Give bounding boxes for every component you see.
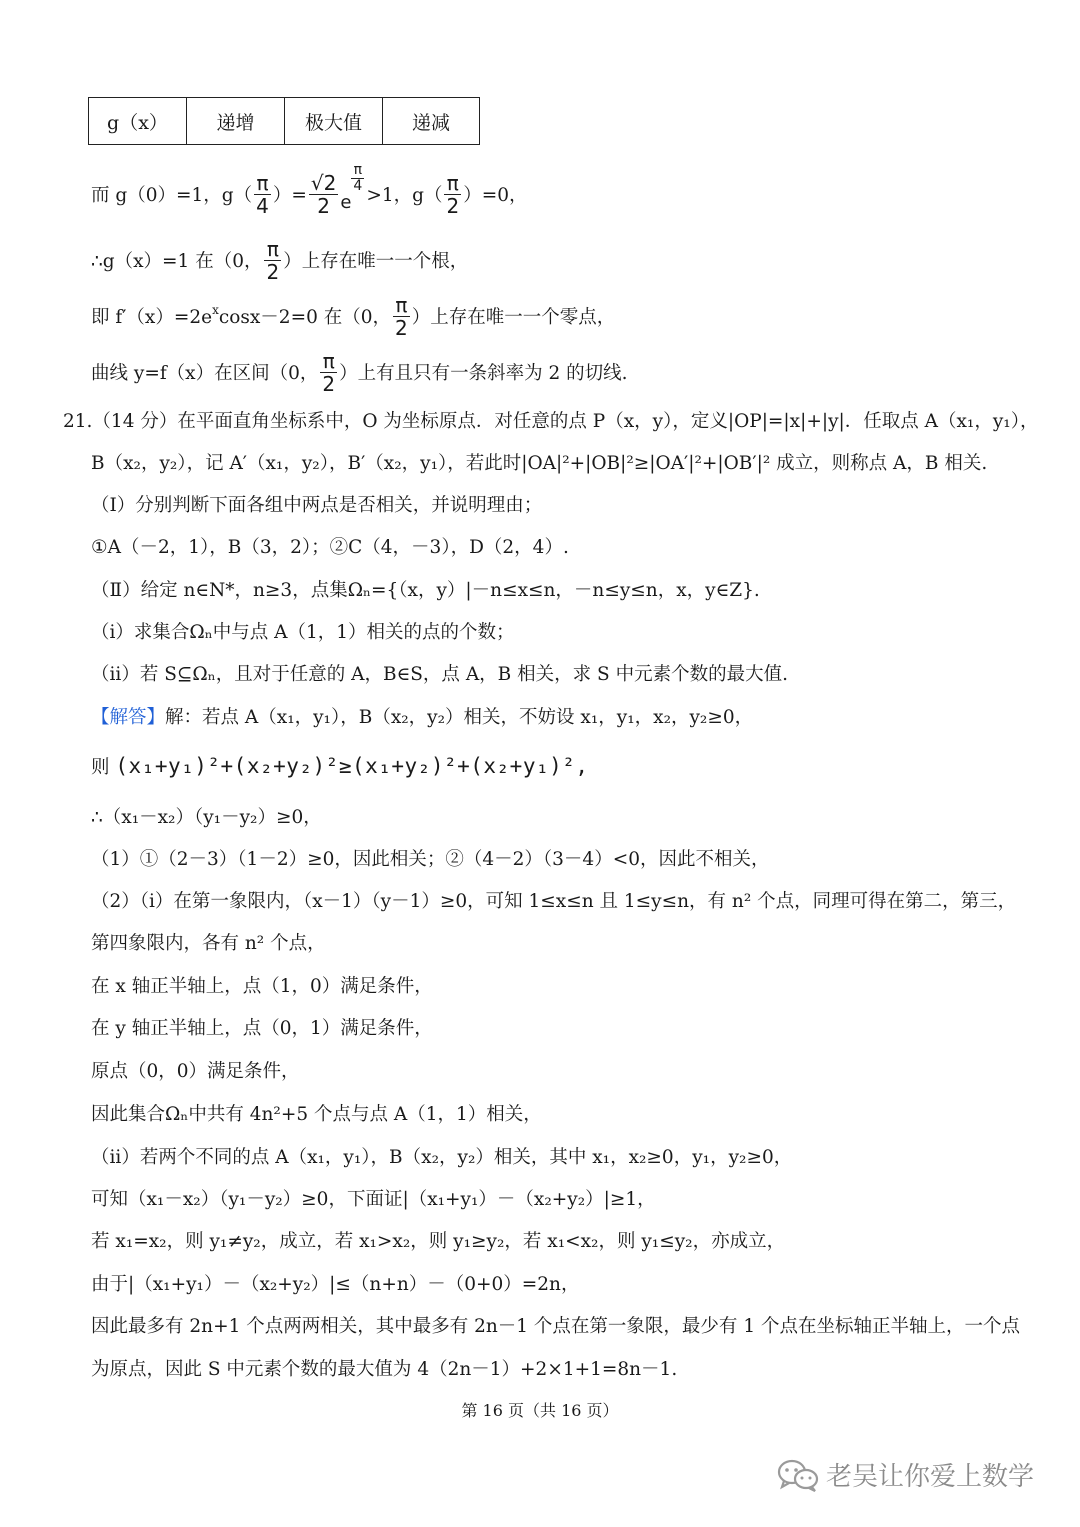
text-segment: ）上存在唯一一个根， [283, 251, 469, 272]
text-segment: >1，g（ [366, 185, 443, 206]
denominator: 4 [353, 177, 363, 194]
solution-line-4: （1）①（2－3）（1－2）≥0，因此相关；②（4－2）（3－4）<0，因此不相关， [91, 849, 770, 870]
solution-line-7: 在 x 轴正半轴上，点（1，0）满足条件， [91, 976, 433, 997]
denominator: 2 [446, 193, 460, 218]
text-segment: ）上有且只有一条斜率为 2 的切线. [339, 363, 628, 384]
problem-part-1: （Ⅰ）分别判断下面各组中两点是否相关，并说明理由； [91, 495, 543, 516]
solution-line-13: 若 x₁=x₂，则 y₁≠y₂，成立，若 x₁>x₂，则 y₁≥y₂，若 x₁<x₂，则 y₁≤y₂，亦成立， [91, 1231, 786, 1252]
text-segment: ）= [272, 185, 307, 206]
wechat-icon [776, 1458, 820, 1492]
problem-part-2: （Ⅱ）给定 n∈N*，n≥3，点集Ωₙ={（x，y）|－n≤x≤n，－n≤y≤n，x，y∈Z}. [91, 580, 760, 601]
problem-part-1-points: ①A（－2，1），B（3，2）；②C（4，－3），D（2，4）. [91, 537, 569, 558]
answer-tag: 【解答】 [91, 707, 166, 728]
text-segment: ∴g（x）=1 在（0， [91, 251, 263, 272]
solution-line-5: （2）（i）在第一象限内，（x－1）（y－1）≥0，可知 1≤x≤n 且 1≤y≤n，有 n² 个点，同理可得在第二，第三， [91, 891, 1017, 912]
solution-inequality [91, 756, 589, 778]
solution-line-6: 第四象限内，各有 n² 个点， [91, 933, 326, 954]
inequality-formula: (x₁+y₁)²+(x₂+y₂)²≥(x₁+y₂)²+(x₂+y₁)², [115, 754, 589, 778]
fraction-pi-over-2 [264, 238, 281, 283]
line-g-values [91, 161, 528, 218]
line-unique-root [91, 236, 468, 284]
fraction-pi-over-2 [320, 350, 337, 395]
solution-line-10: 因此集合Ωₙ中共有 4n²+5 个点与点 A（1，1）相关， [91, 1104, 542, 1125]
text-segment: 则 [91, 757, 116, 778]
table-cell-maximum: 极大值 [285, 98, 383, 145]
table-cell-increasing: 递增 [187, 98, 285, 145]
numerator: π [446, 170, 459, 195]
denominator: 2 [266, 259, 280, 284]
fraction-pi-over-2 [444, 172, 461, 217]
line-unique-zero [91, 292, 615, 340]
solution-line-9: 原点（0，0）满足条件， [91, 1061, 300, 1082]
solution-line-12: 可知（x₁－x₂）（y₁－y₂）≥0，下面证|（x₁+y₁）－（x₂+y₂）|≥1， [91, 1189, 656, 1210]
table-cell-decreasing: 递减 [383, 98, 480, 145]
solution-line-1 [91, 709, 753, 728]
text-segment: 而 g（0）=1，g（ [91, 185, 253, 206]
solution-line-11: （ii）若两个不同的点 A（x₁，y₁），B（x₂，y₂）相关，其中 x₁，x₂≥0，y₁，y₂≥0， [91, 1147, 793, 1168]
fraction-pi-over-2 [393, 294, 410, 339]
solution-line-3: ∴（x₁－x₂）（y₁－y₂）≥0， [91, 807, 322, 828]
solution-line-8: 在 y 轴正半轴上，点（0，1）满足条件， [91, 1018, 433, 1039]
exp-base: e [340, 191, 352, 213]
text-segment: 即 f′（x）=2e [91, 307, 213, 328]
numerator: π [322, 348, 335, 373]
fraction-sqrt2-over-2 [309, 172, 338, 217]
problem-part-2-ii: （ii）若 S⊆Ωₙ，且对于任意的 A，B∈S，点 A，B 相关，求 S 中元素个数的最大值. [91, 664, 788, 685]
page-footer: 第 16 页（共 16 页） [461, 1401, 619, 1420]
solution-line-15: 因此最多有 2n+1 个点两两相关，其中最多有 2n－1 个点在第一象限，最少有 1 个点在坐标轴正半轴上，一个点 [91, 1316, 1020, 1337]
solution-line-16: 为原点，因此 S 中元素个数的最大值为 4（2n－1）+2×1+1=8n－1. [91, 1359, 678, 1380]
problem-line-1: 21.（14 分）在平面直角坐标系中，O 为坐标原点．对任意的点 P（x，y），定义|OP|=|x|+|y|．任取点 A（x₁，y₁）， [63, 411, 1039, 432]
watermark-text: 老吴让你爱上数学 [826, 1462, 1035, 1492]
denominator: 2 [309, 194, 338, 217]
superscript: x [212, 303, 219, 317]
numerator: π [395, 292, 408, 317]
denominator: 2 [395, 315, 408, 340]
numerator: √2 [310, 170, 337, 195]
monotonicity-table [88, 97, 480, 145]
text-segment: ）=0， [463, 185, 528, 206]
numerator: π [353, 161, 363, 178]
text-segment: 曲线 y=f（x）在区间（0， [91, 363, 319, 384]
denominator: 2 [322, 371, 336, 396]
text-segment: ）上存在唯一一个零点， [411, 307, 616, 328]
exponent-fraction [351, 163, 364, 194]
problem-part-2-i: （i）求集合Ωₙ中与点 A（1，1）相关的点的个数； [91, 622, 515, 643]
watermark [776, 1456, 1034, 1493]
line-tangent [91, 348, 628, 396]
text-segment: cosx－2=0 在（0， [218, 307, 391, 328]
numerator: π [256, 170, 269, 195]
fraction-pi-over-4 [254, 172, 271, 217]
text-segment: 解：若点 A（x₁，y₁），B（x₂，y₂）相关，不妨设 x₁，y₁，x₂，y₂≥0， [165, 707, 754, 728]
solution-line-14: 由于|（x₁+y₁）－（x₂+y₂）|≤（n+n）－（0+0）=2n， [91, 1274, 580, 1295]
denominator: 4 [256, 193, 269, 218]
problem-line-2: B（x₂，y₂），记 A′（x₁，y₂），B′（x₂，y₁），若此时|OA|²+|OB|²≥|OA′|²+|OB′|² 成立，则称点 A，B 相关. [91, 453, 988, 474]
table-cell-gx: g（x） [89, 98, 187, 145]
numerator: π [266, 236, 279, 261]
